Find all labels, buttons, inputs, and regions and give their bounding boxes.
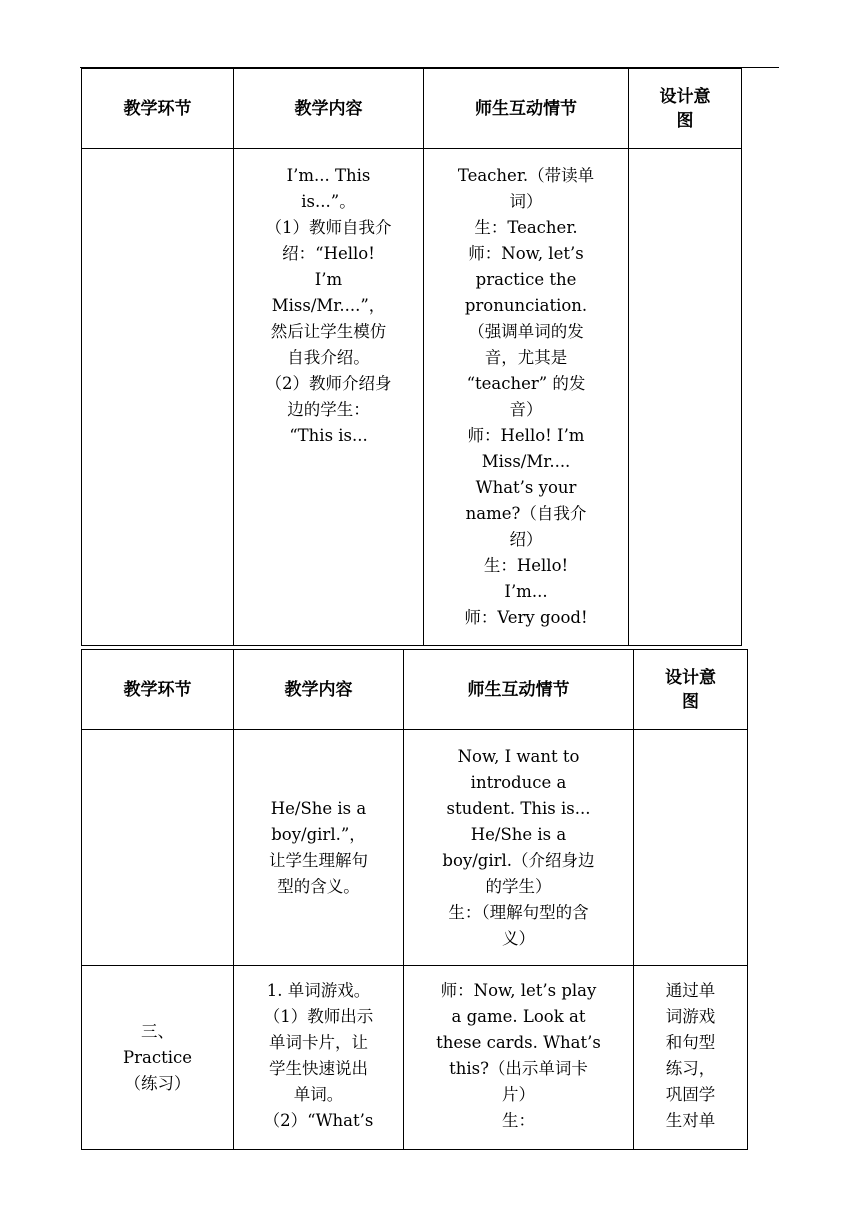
interaction-line: 生： <box>502 1111 535 1130</box>
interaction-line: 音） <box>509 400 543 419</box>
content-line: boy/girl.”， <box>271 824 366 844</box>
cell-content <box>234 149 424 646</box>
header-intent <box>629 69 742 149</box>
interaction-line: Now, I want to <box>457 746 580 766</box>
interaction-line: practice the <box>475 270 577 289</box>
table-row <box>82 149 742 646</box>
content-line: 学生快速说出 <box>269 1059 368 1078</box>
interaction-line: a game. Look at <box>451 1007 586 1026</box>
interaction-line: 词） <box>509 192 543 211</box>
intent-line: 通过单 <box>665 981 716 1000</box>
cell-stage <box>82 730 234 966</box>
header-stage: 教学环节 <box>82 69 234 149</box>
header-intent-line1: 设计意 <box>665 667 716 688</box>
interaction-line: 师：Very good! <box>464 608 588 627</box>
cell-content <box>234 966 404 1150</box>
interaction-line: Teacher.（带读单 <box>457 166 595 185</box>
content-line: He/She is a <box>270 798 367 818</box>
interaction-line: name?（自我介 <box>465 504 587 523</box>
content-line: 单词。 <box>293 1085 344 1104</box>
intent-line: 生对单 <box>665 1111 716 1130</box>
intent-line: 练习， <box>665 1059 716 1078</box>
intent-line: 词游戏 <box>665 1007 716 1026</box>
interaction-line: He/She is a <box>470 824 567 844</box>
content-line: I’m <box>314 270 343 289</box>
cell-intent <box>634 730 748 966</box>
header-interaction: 师生互动情节 <box>404 650 634 730</box>
header-intent-line2: 图 <box>682 691 699 712</box>
interaction-line: 音，尤其是 <box>484 348 568 367</box>
content-line: “This is... <box>289 426 368 445</box>
interaction-line: 片） <box>502 1085 535 1104</box>
content-line: 自我介绍。 <box>287 348 370 367</box>
interaction-line: pronunciation. <box>464 296 588 315</box>
header-intent-line1: 设计意 <box>659 86 711 107</box>
header-intent <box>634 650 748 730</box>
content-line: 边的学生： <box>287 400 370 419</box>
content-line: （2）“What’s <box>263 1111 374 1130</box>
table-header-row <box>82 69 742 149</box>
header-content: 教学内容 <box>234 69 424 149</box>
cell-stage <box>82 149 234 646</box>
cell-content <box>234 730 404 966</box>
content-line: （1）教师自我介 <box>265 218 392 237</box>
interaction-line: boy/girl.（介绍身边 <box>442 850 595 870</box>
lesson-table-part-1 <box>81 68 742 646</box>
content-line: （2）教师介绍身 <box>265 374 392 393</box>
table-row <box>82 730 748 966</box>
interaction-line: 义） <box>502 928 535 948</box>
interaction-line: 绍） <box>509 530 543 549</box>
content-line: （1）教师出示 <box>263 1007 374 1026</box>
interaction-line: 师：Now, let’s <box>468 244 584 263</box>
interaction-line: “teacher” 的发 <box>466 374 586 393</box>
content-line: I’m... This <box>286 166 371 185</box>
content-line: 单词卡片，让 <box>269 1033 368 1052</box>
interaction-line: 生：（理解句型的含 <box>448 902 589 922</box>
cell-interaction <box>424 149 629 646</box>
header-stage: 教学环节 <box>82 650 234 730</box>
interaction-line: 生：Teacher. <box>474 218 578 237</box>
cell-intent <box>634 966 748 1150</box>
content-line: 1. 单词游戏。 <box>266 981 371 1000</box>
interaction-line: I’m... <box>504 582 548 601</box>
stage-line: （练习） <box>124 1073 191 1093</box>
table-row <box>82 966 748 1150</box>
interaction-line: 师：Hello! I’m <box>467 426 585 445</box>
interaction-line: What’s your <box>475 478 577 497</box>
interaction-line: 生：Hello! <box>483 556 569 575</box>
interaction-line: student. This is... <box>446 798 591 818</box>
content-line: is...”。 <box>301 192 356 211</box>
interaction-line: introduce a <box>470 772 567 792</box>
interaction-line: this?（出示单词卡 <box>449 1059 588 1078</box>
interaction-line: （强调单词的发 <box>468 322 584 341</box>
cell-stage <box>82 966 234 1150</box>
stage-line: 三、 <box>141 1021 174 1041</box>
lesson-table-part-2 <box>81 649 748 1150</box>
content-line: 然后让学生模仿 <box>270 322 387 341</box>
table-header-row <box>82 650 748 730</box>
interaction-line: Miss/Mr.... <box>481 452 571 471</box>
stage-line: Practice <box>123 1047 192 1067</box>
header-content: 教学内容 <box>234 650 404 730</box>
content-line: 绍：“Hello! <box>282 244 375 263</box>
intent-line: 巩固学 <box>665 1085 716 1104</box>
content-line: 让学生理解句 <box>269 850 368 870</box>
intent-line: 和句型 <box>665 1033 716 1052</box>
cell-interaction <box>404 730 634 966</box>
header-interaction: 师生互动情节 <box>424 69 629 149</box>
cell-interaction <box>404 966 634 1150</box>
interaction-line: these cards. What’s <box>436 1033 601 1052</box>
interaction-line: 的学生） <box>485 876 552 896</box>
interaction-line: 师：Now, let’s play <box>440 981 597 1000</box>
cell-intent <box>629 149 742 646</box>
content-line: 型的含义。 <box>277 876 360 896</box>
content-line: Miss/Mr....”， <box>271 296 386 315</box>
header-intent-line2: 图 <box>676 110 694 131</box>
